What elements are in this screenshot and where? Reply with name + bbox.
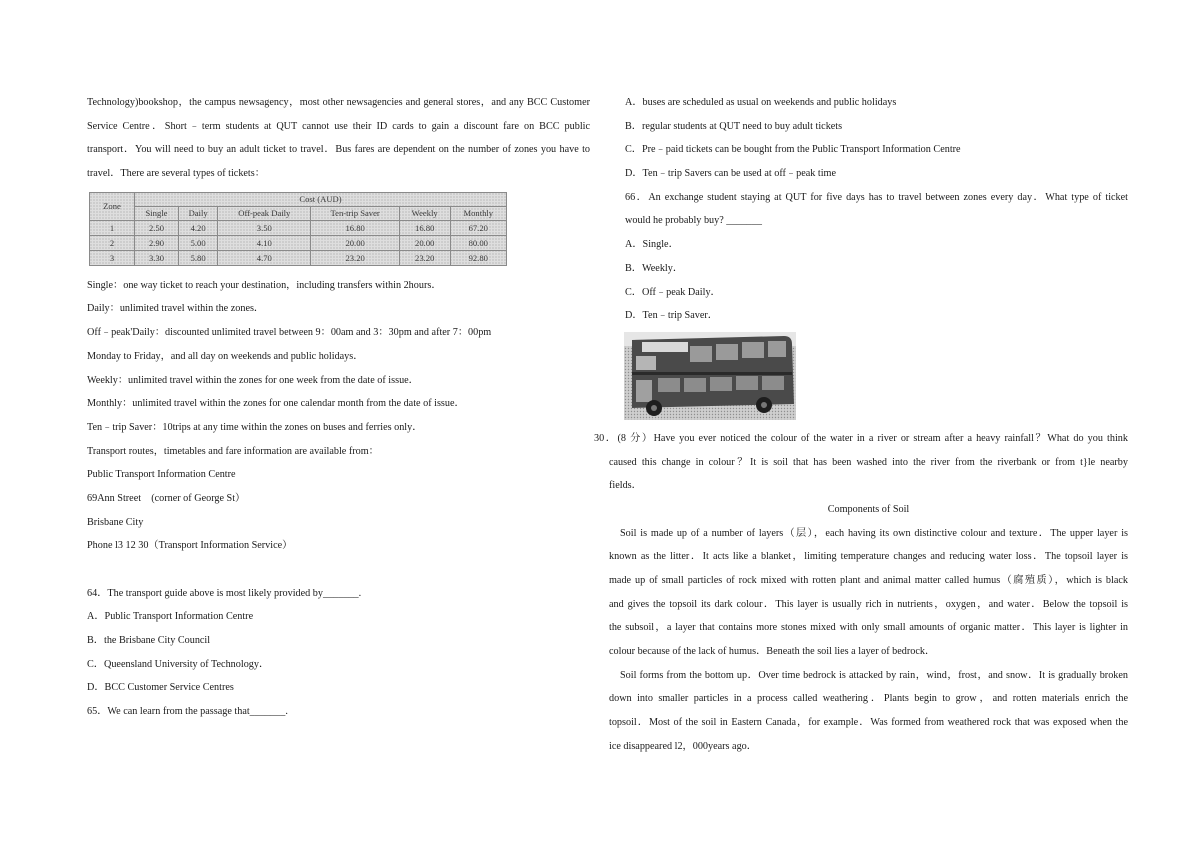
question-30-line: caused this change in colour？It is soil that has been washed into the river from the riverbank or from t}le nearby (609, 456, 1128, 468)
fare-cell: 16.80 (311, 220, 400, 235)
double-decker-bus-photo-icon (624, 332, 796, 420)
option-c: C．Off﹣peak Daily． (625, 286, 721, 298)
fare-cell: 20.00 (311, 235, 400, 250)
paragraph-line: and gives the topsoil its dark colour．This layer is usually rich in nutrients，oxygen，and water．Below the topsoil is (609, 598, 1128, 610)
phone-line: Phone l3 12 30（Transport Information Service） (87, 540, 293, 552)
fare-cell: 16.80 (399, 220, 450, 235)
ticket-line: Monday to Friday，and all day on weekends and public holidays． (87, 350, 364, 362)
option-c: C．Queensland University of Technology． (87, 658, 270, 670)
fare-cell: 5.00 (178, 235, 217, 250)
zone-cell: 2 (90, 235, 135, 250)
option-a: A．Public Transport Information Centre (87, 611, 254, 623)
column-header: Daily (178, 206, 217, 220)
left-column (87, 91, 590, 724)
zone-header: Zone (90, 192, 135, 220)
ticket-line: Weekly：unlimited travel within the zones for one week from the date of issue． (87, 374, 419, 386)
ticket-line: Off﹣peak'Daily：discounted unlimited travel between 9：00am and 3：30pm and after 7：00pm (87, 327, 492, 339)
paragraph-line: the subsoil，a layer that contains more stones mixed with only small amounts of organic matter．This layer is lighter in (609, 622, 1128, 634)
paragraph-line: ice disappeared l2，000years ago． (609, 740, 757, 752)
fare-table (89, 192, 507, 266)
question-65: 65．We can learn from the passage that_______. (87, 706, 288, 718)
intro-line: transport．You will need to buy an adult ticket to travel．Bus fares are dependent on the number of zones you have to (87, 144, 590, 156)
paragraph-line: colour because of the lack of humus．Beneath the soil lies a layer of bedrock． (609, 646, 936, 658)
address-line: Brisbane City (87, 516, 144, 528)
ticket-line: Daily：unlimited travel within the zones． (87, 303, 265, 315)
table-row (90, 220, 507, 235)
table-row (90, 250, 507, 265)
table-row (90, 235, 507, 250)
option-d: D．Ten﹣trip Saver． (625, 310, 718, 322)
soil-title: Components of Soil (827, 503, 910, 515)
question-30-line: fields． (609, 480, 642, 492)
fare-cell: 2.90 (135, 235, 179, 250)
address-line: 69Ann Street (corner of George St） (87, 492, 246, 504)
paragraph-line: topsoil．Most of the soil in Eastern Canada，for example．Was formed from weathered rock that was exposed when the (609, 717, 1128, 729)
option-d: D．Ten﹣trip Savers can be used at off﹣peak time (625, 168, 836, 180)
paragraph-line: Soil forms from the bottom up．Over time bedrock is attacked by rain，wind，frost，and snow．It is gradually broken (620, 669, 1128, 681)
question-66: 66．An exchange student staying at QUT for five days has to travel between zones every day．What type of ticket (625, 191, 1128, 203)
question-30 (594, 427, 1128, 498)
zone-cell: 3 (90, 250, 135, 265)
paragraph-line: made up of small particles of rock mixed with rotten plant and animal matter called humus（腐殖质），which is black (609, 575, 1128, 586)
column-header: Weekly (399, 206, 450, 220)
fare-cell: 80.00 (450, 235, 506, 250)
fare-cell: 23.20 (311, 250, 400, 265)
question-66-cont: would he probably buy? _______ (625, 215, 762, 227)
option-b: B．Weekly． (625, 262, 684, 274)
column-header: Monthly (450, 206, 506, 220)
ticket-line: Transport routes，timetables and fare information are available from： (87, 445, 379, 457)
intro-line: Service Centre．Short﹣term students at QUT cannot use their ID cards to gain a discount fare on BCC public (87, 120, 590, 132)
option-c: C．Pre﹣paid tickets can be bought from the Public Transport Information Centre (625, 144, 961, 156)
paragraph-line: known as the litter．It acts like a blanket，limiting temperature changes and reducing water loss．The topsoil layer is (609, 551, 1128, 563)
ticket-line: Single：one way ticket to reach your destination，including transfers within 2hours． (87, 279, 442, 291)
column-header: Off-peak Daily (218, 206, 311, 220)
zone-cell: 1 (90, 220, 135, 235)
fare-cell: 67.20 (450, 220, 506, 235)
option-b: B．regular students at QUT need to buy adult tickets (625, 120, 843, 132)
fare-cell: 4.70 (218, 250, 311, 265)
address-line: Public Transport Information Centre (87, 469, 236, 481)
fare-cell: 4.20 (178, 220, 217, 235)
option-a: A．Single． (625, 239, 679, 251)
column-header: Ten-trip Saver (311, 206, 400, 220)
fare-cell: 23.20 (399, 250, 450, 265)
intro-line: Technology)bookshop，the campus newsagency，most other newsagencies and general stores，and any BCC Customer (87, 97, 590, 108)
option-a: A．buses are scheduled as usual on weekends and public holidays (625, 97, 897, 108)
question-64: 64．The transport guide above is most likely provided by_______. (87, 587, 362, 599)
option-d: D．BCC Customer Service Centres (87, 682, 234, 694)
fare-cell: 92.80 (450, 250, 506, 265)
fare-cell: 2.50 (135, 220, 179, 235)
spacer (87, 558, 590, 582)
right-column (594, 91, 1128, 759)
option-b: B．the Brisbane City Council (87, 635, 211, 647)
ticket-line: Ten﹣trip Saver：10trips at any time within the zones on buses and ferries only． (87, 421, 423, 433)
fare-cell: 4.10 (218, 235, 311, 250)
ticket-line: Monthly：unlimited travel within the zones for one calendar month from the date of issue． (87, 398, 465, 410)
cost-header: Cost (AUD) (135, 192, 507, 206)
question-30-line: 30．(8 分）Have you ever noticed the colour of the water in a river or stream after a heavy rainfall？What do you think (594, 432, 1128, 444)
fare-cell: 3.30 (135, 250, 179, 265)
paragraph-line: Soil is made up of a number of layers（层），each having its own distinctive colour and texture．The upper layer is (620, 527, 1128, 539)
fare-cell: 5.80 (178, 250, 217, 265)
paragraph-line: down into smaller particles in a process called weathering．Plants begin to grow，and rotten materials enrich the (609, 693, 1128, 705)
intro-line: travel．There are several types of tickets： (87, 168, 265, 180)
fare-cell: 3.50 (218, 220, 311, 235)
column-header: Single (135, 206, 179, 220)
fare-cell: 20.00 (399, 235, 450, 250)
